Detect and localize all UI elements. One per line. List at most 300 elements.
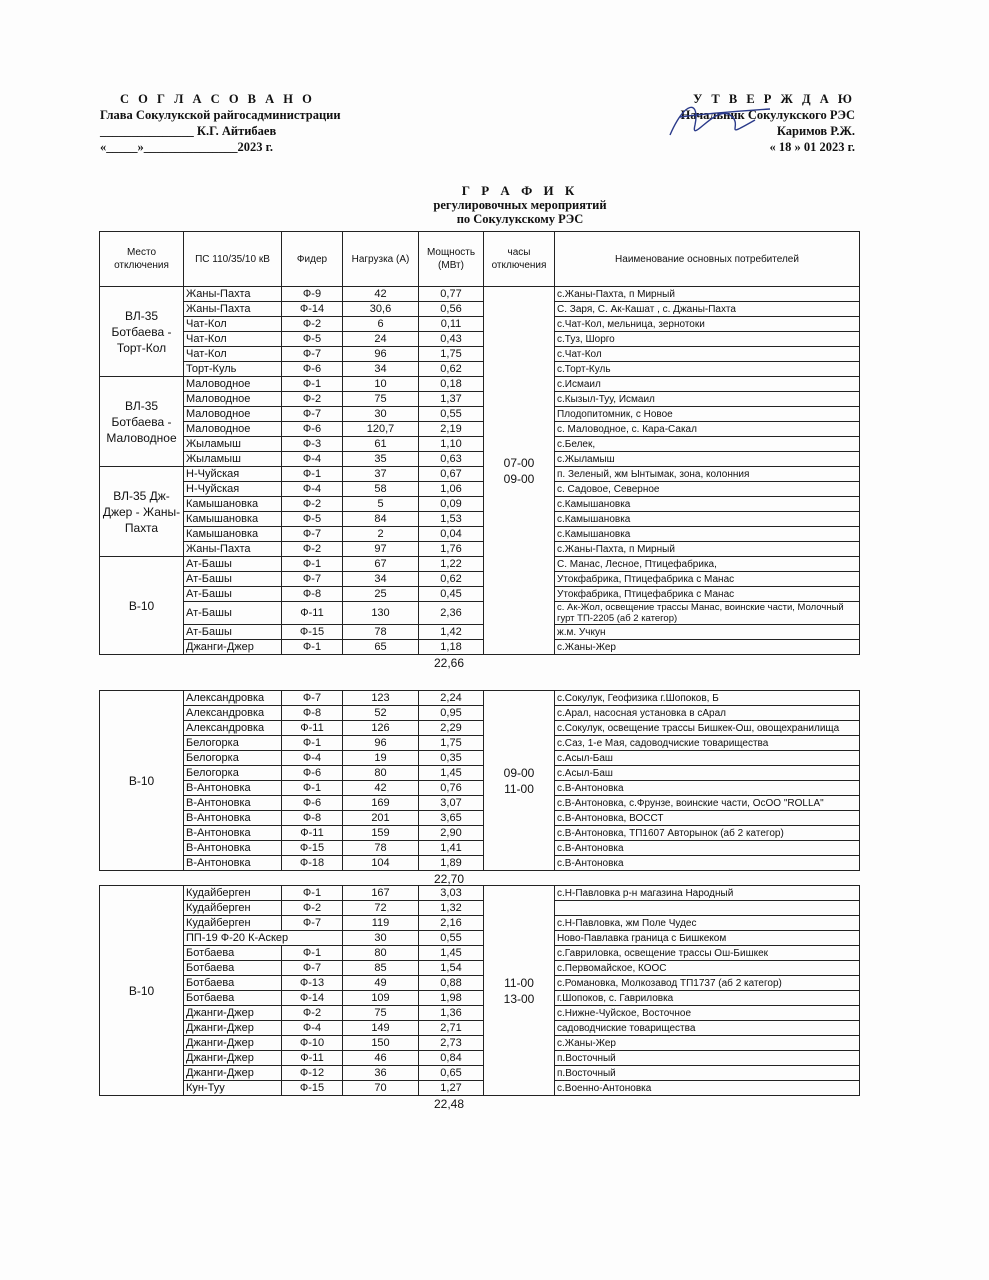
consumers-cell: с. Маловодное, с. Кара-Сакал (555, 422, 860, 437)
consumers-cell: Ново-Павлавка граница с Бишкеком (555, 931, 860, 946)
feeder-cell: Ф-1 (282, 467, 343, 482)
consumers-cell: садоводчиские товарищества (555, 1021, 860, 1036)
feeder-cell: Ф-8 (282, 811, 343, 826)
substation-cell: Ботбаева (184, 961, 282, 976)
power-cell: 1,18 (419, 640, 484, 655)
consumers-cell: п.Восточный (555, 1066, 860, 1081)
table-header-row (100, 232, 860, 287)
feeder-cell: Ф-1 (282, 946, 343, 961)
approval-right-heading: У Т В Е Р Ж Д А Ю (693, 92, 855, 106)
substation-cell: Чат-Кол (184, 317, 282, 332)
power-cell: 0,84 (419, 1051, 484, 1066)
table-row (100, 691, 860, 706)
substation-cell: Камышановка (184, 512, 282, 527)
power-cell: 0,55 (419, 931, 484, 946)
load-cell: 6 (343, 317, 419, 332)
consumers-cell: с. Ак-Жол, освещение трассы Манас, воинские части, Молочный гурт ТП-2205 (аб 2 категор) (555, 602, 860, 625)
consumers-cell: с.Сокулук, Геофизика г.Шопоков, Б (555, 691, 860, 706)
table-row (100, 1081, 860, 1096)
load-cell: 2 (343, 527, 419, 542)
table-row (100, 856, 860, 871)
table-row (100, 781, 860, 796)
column-header: Наименование основных потребителей (555, 232, 860, 287)
table-row (100, 557, 860, 572)
substation-cell: Джанги-Джер (184, 1021, 282, 1036)
hours-cell (484, 886, 555, 1096)
power-cell: 1,75 (419, 347, 484, 362)
feeder-cell: Ф-4 (282, 1021, 343, 1036)
consumers-cell: ж.м. Учкун (555, 625, 860, 640)
table-row (100, 736, 860, 751)
feeder-cell: Ф-2 (282, 392, 343, 407)
hours-line: 13-00 (503, 991, 535, 1006)
load-cell: 80 (343, 946, 419, 961)
consumers-cell: с.Камышановка (555, 527, 860, 542)
table-row (100, 437, 860, 452)
feeder-cell: Ф-4 (282, 452, 343, 467)
power-cell: 0,62 (419, 572, 484, 587)
power-cell: 0,88 (419, 976, 484, 991)
consumers-cell: с.Асыл-Баш (555, 766, 860, 781)
consumers-cell: С. Манас, Лесное, Птицефабрика, (555, 557, 860, 572)
load-cell: 109 (343, 991, 419, 1006)
approval-right-name: Каримов Р.Ж. (776, 124, 855, 138)
substation-cell: Ботбаева (184, 946, 282, 961)
consumers-cell: С. Заря, С. Ак-Кашат , с. Джаны-Пахта (555, 302, 860, 317)
approval-left-position: Глава Сокулукской райгосадминистрации (100, 108, 341, 122)
substation-cell: Жыламыш (184, 437, 282, 452)
load-cell: 30 (343, 407, 419, 422)
feeder-cell: Ф-1 (282, 736, 343, 751)
feeder-cell: Ф-15 (282, 1081, 343, 1096)
approval-left-name: _______________ К.Г. Айтибаев (100, 124, 277, 138)
substation-cell: В-Антоновка (184, 781, 282, 796)
substation-cell: Белогорка (184, 751, 282, 766)
feeder-cell: Ф-6 (282, 796, 343, 811)
feeder-cell: Ф-11 (282, 721, 343, 736)
feeder-cell: Ф-6 (282, 362, 343, 377)
hours-cell (484, 287, 555, 655)
table-row (100, 826, 860, 841)
consumers-cell: с.Н-Павловка, жм Поле Чудес (555, 916, 860, 931)
substation-cell: Александровка (184, 691, 282, 706)
substation-cell: Камышановка (184, 527, 282, 542)
substation-cell: Ботбаева (184, 976, 282, 991)
load-cell: 49 (343, 976, 419, 991)
power-cell: 1,45 (419, 766, 484, 781)
feeder-cell: Ф-2 (282, 317, 343, 332)
load-cell: 167 (343, 886, 419, 901)
consumers-cell: с.Исмаил (555, 377, 860, 392)
power-cell: 2,71 (419, 1021, 484, 1036)
substation-cell: Кун-Туу (184, 1081, 282, 1096)
power-cell: 1,22 (419, 557, 484, 572)
power-cell: 1,89 (419, 856, 484, 871)
power-cell: 1,42 (419, 625, 484, 640)
load-cell: 65 (343, 640, 419, 655)
power-cell: 0,95 (419, 706, 484, 721)
consumers-cell: с.Жаны-Пахта, п Мирный (555, 542, 860, 557)
document-title (330, 184, 710, 226)
table-row (100, 811, 860, 826)
feeder-cell: Ф-4 (282, 482, 343, 497)
table-row (100, 625, 860, 640)
table-row (100, 1036, 860, 1051)
load-cell: 159 (343, 826, 419, 841)
power-cell: 2,16 (419, 916, 484, 931)
consumers-cell: с.Чат-Кол, мельница, зернотоки (555, 317, 860, 332)
feeder-cell: Ф-7 (282, 916, 343, 931)
schedule-table (99, 885, 860, 1096)
consumers-cell: с.Камышановка (555, 497, 860, 512)
load-cell: 104 (343, 856, 419, 871)
power-cell: 1,76 (419, 542, 484, 557)
feeder-cell: Ф-7 (282, 572, 343, 587)
feeder-cell: Ф-8 (282, 587, 343, 602)
feeder-cell: Ф-1 (282, 377, 343, 392)
power-cell: 0,62 (419, 362, 484, 377)
load-cell: 10 (343, 377, 419, 392)
table-row (100, 706, 860, 721)
table-row (100, 467, 860, 482)
feeder-cell: Ф-10 (282, 1036, 343, 1051)
power-cell: 0,43 (419, 332, 484, 347)
power-cell: 1,45 (419, 946, 484, 961)
power-cell: 0,11 (419, 317, 484, 332)
feeder-cell: Ф-2 (282, 901, 343, 916)
load-cell: 36 (343, 1066, 419, 1081)
substation-cell: Чат-Кол (184, 347, 282, 362)
table-row (100, 976, 860, 991)
load-cell: 24 (343, 332, 419, 347)
consumers-cell: с.Кызыл-Туу, Исмаил (555, 392, 860, 407)
power-cell: 3,03 (419, 886, 484, 901)
block-total-power: 22,48 (433, 1097, 465, 1111)
substation-cell: Джанги-Джер (184, 1066, 282, 1081)
load-cell: 75 (343, 1006, 419, 1021)
substation-cell: Джанги-Джер (184, 1006, 282, 1021)
power-cell: 2,29 (419, 721, 484, 736)
load-cell: 35 (343, 452, 419, 467)
hours-line: 09-00 (503, 471, 535, 486)
substation-cell: В-Антоновка (184, 841, 282, 856)
table-row (100, 1051, 860, 1066)
table-row (100, 317, 860, 332)
power-cell: 0,56 (419, 302, 484, 317)
load-cell: 37 (343, 467, 419, 482)
consumers-cell: п. Зеленый, жм Ынтымак, зона, колонния (555, 467, 860, 482)
load-cell: 70 (343, 1081, 419, 1096)
table-row (100, 377, 860, 392)
consumers-cell: Утокфабрика, Птицефабрика с Манас (555, 572, 860, 587)
substation-cell: Маловодное (184, 422, 282, 437)
power-cell: 1,06 (419, 482, 484, 497)
table-row (100, 961, 860, 976)
load-cell: 84 (343, 512, 419, 527)
substation-cell: Жаны-Пахта (184, 302, 282, 317)
feeder-cell: Ф-14 (282, 302, 343, 317)
power-cell: 1,41 (419, 841, 484, 856)
feeder-cell: Ф-11 (282, 826, 343, 841)
load-cell: 96 (343, 347, 419, 362)
block-total-power: 22,70 (433, 872, 465, 886)
substation-cell: Ботбаева (184, 991, 282, 1006)
table-row (100, 452, 860, 467)
place-cell: ВЛ-35 Ботбаева - Торт-Кол (100, 287, 184, 377)
hours-line: 09-00 (503, 765, 535, 780)
hours-line: 11-00 (504, 975, 534, 990)
substation-cell: Н-Чуйская (184, 482, 282, 497)
consumers-cell: с.Жаны-Жер (555, 640, 860, 655)
power-cell: 0,77 (419, 287, 484, 302)
feeder-cell: Ф-15 (282, 625, 343, 640)
load-cell: 126 (343, 721, 419, 736)
table-row (100, 946, 860, 961)
power-cell: 1,53 (419, 512, 484, 527)
table-row (100, 392, 860, 407)
power-cell: 0,63 (419, 452, 484, 467)
table-row (100, 991, 860, 1006)
load-cell: 78 (343, 625, 419, 640)
table-row (100, 602, 860, 625)
power-cell: 0,09 (419, 497, 484, 512)
load-cell: 30 (343, 931, 419, 946)
load-cell: 46 (343, 1051, 419, 1066)
substation-cell: В-Антоновка (184, 826, 282, 841)
place-cell: В-10 (100, 886, 184, 1096)
table-row (100, 527, 860, 542)
consumers-cell: с.В-Антоновка, с.Фрунзе, воинские части, ОсОО "ROLLA" (555, 796, 860, 811)
consumers-cell: с.Первомайское, КООС (555, 961, 860, 976)
table-row (100, 640, 860, 655)
substation-cell: Камышановка (184, 497, 282, 512)
feeder-cell: Ф-6 (282, 766, 343, 781)
table-row (100, 766, 860, 781)
consumers-cell: Утокфабрика, Птицефабрика с Манас (555, 587, 860, 602)
feeder-cell: Ф-13 (282, 976, 343, 991)
consumers-cell: с.В-Антоновка (555, 781, 860, 796)
substation-cell: Александровка (184, 706, 282, 721)
load-cell: 85 (343, 961, 419, 976)
approval-left-heading: С О Г Л А С О В А Н О (120, 92, 315, 106)
place-cell: В-10 (100, 557, 184, 655)
substation-cell: В-Антоновка (184, 796, 282, 811)
feeder-cell: Ф-18 (282, 856, 343, 871)
substation-cell: ПП-19 Ф-20 К-Аскер (184, 931, 343, 946)
feeder-cell: Ф-7 (282, 691, 343, 706)
load-cell: 119 (343, 916, 419, 931)
substation-cell: Жаны-Пахта (184, 287, 282, 302)
feeder-cell: Ф-14 (282, 991, 343, 1006)
table-row (100, 422, 860, 437)
substation-cell: Н-Чуйская (184, 467, 282, 482)
substation-cell: Джанги-Джер (184, 1051, 282, 1066)
column-header: Фидер (282, 232, 343, 287)
table-row (100, 587, 860, 602)
power-cell: 0,35 (419, 751, 484, 766)
table-row (100, 362, 860, 377)
substation-cell: Джанги-Джер (184, 640, 282, 655)
power-cell: 0,04 (419, 527, 484, 542)
load-cell: 201 (343, 811, 419, 826)
consumers-cell: с.Военно-Антоновка (555, 1081, 860, 1096)
power-cell: 2,19 (419, 422, 484, 437)
power-cell: 0,67 (419, 467, 484, 482)
consumers-cell: с.Туз, Шорго (555, 332, 860, 347)
title-main: Г Р А Ф И К (461, 183, 579, 198)
consumers-cell (555, 901, 860, 916)
load-cell: 42 (343, 287, 419, 302)
power-cell: 0,76 (419, 781, 484, 796)
substation-cell: Чат-Кол (184, 332, 282, 347)
consumers-cell: с.Жаны-Жер (555, 1036, 860, 1051)
power-cell: 3,07 (419, 796, 484, 811)
table-row (100, 886, 860, 901)
block-total-power: 22,66 (433, 656, 465, 670)
table-row (100, 302, 860, 317)
table-row (100, 512, 860, 527)
consumers-cell: с.Жаны-Пахта, п Мирный (555, 287, 860, 302)
feeder-cell: Ф-7 (282, 961, 343, 976)
power-cell: 2,90 (419, 826, 484, 841)
substation-cell: Александровка (184, 721, 282, 736)
substation-cell: Маловодное (184, 392, 282, 407)
power-cell: 3,65 (419, 811, 484, 826)
power-cell: 2,73 (419, 1036, 484, 1051)
consumers-cell: с.Камышановка (555, 512, 860, 527)
substation-cell: Белогорка (184, 736, 282, 751)
load-cell: 80 (343, 766, 419, 781)
table-row (100, 332, 860, 347)
feeder-cell: Ф-1 (282, 886, 343, 901)
table-row (100, 841, 860, 856)
consumers-cell: с.В-Антоновка, ТП1607 Авторынок (аб 2 категор) (555, 826, 860, 841)
power-cell: 1,36 (419, 1006, 484, 1021)
consumers-cell: с.В-Антоновка (555, 856, 860, 871)
substation-cell: Ат-Башы (184, 587, 282, 602)
table-row (100, 542, 860, 557)
substation-cell: Ат-Башы (184, 572, 282, 587)
feeder-cell: Ф-12 (282, 1066, 343, 1081)
table-row (100, 901, 860, 916)
table-row (100, 721, 860, 736)
table-row (100, 751, 860, 766)
approval-left-date: «_____»_______________2023 г. (100, 140, 274, 154)
load-cell: 19 (343, 751, 419, 766)
feeder-cell: Ф-2 (282, 542, 343, 557)
load-cell: 58 (343, 482, 419, 497)
feeder-cell: Ф-7 (282, 407, 343, 422)
substation-cell: Джанги-Джер (184, 1036, 282, 1051)
substation-cell: Ат-Башы (184, 557, 282, 572)
approval-right-position: Начальник Сокулукского РЭС (680, 108, 855, 122)
load-cell: 5 (343, 497, 419, 512)
feeder-cell: Ф-11 (282, 602, 343, 625)
consumers-cell: с.В-Антоновка, ВОССТ (555, 811, 860, 826)
load-cell: 75 (343, 392, 419, 407)
load-cell: 34 (343, 572, 419, 587)
power-cell: 0,55 (419, 407, 484, 422)
column-header: Мощность (МВт) (419, 232, 484, 287)
consumers-cell: с.Гавриловка, освещение трассы Ош-Бишкек (555, 946, 860, 961)
substation-cell: Ат-Башы (184, 625, 282, 640)
power-cell: 1,98 (419, 991, 484, 1006)
consumers-cell: г.Шопоков, с. Гавриловка (555, 991, 860, 1006)
signature-image (660, 95, 780, 155)
table-row (100, 497, 860, 512)
consumers-cell: с.Торт-Куль (555, 362, 860, 377)
schedule-table (99, 690, 860, 871)
table-row (100, 572, 860, 587)
feeder-cell: Ф-8 (282, 706, 343, 721)
power-cell: 2,24 (419, 691, 484, 706)
consumers-cell: Плодопитомник, с Новое (555, 407, 860, 422)
consumers-cell: с.Саз, 1-е Мая, садоводчиские товарищества (555, 736, 860, 751)
power-cell: 1,32 (419, 901, 484, 916)
load-cell: 67 (343, 557, 419, 572)
table-row (100, 287, 860, 302)
power-cell: 0,18 (419, 377, 484, 392)
load-cell: 42 (343, 781, 419, 796)
consumers-cell: с.Чат-Кол (555, 347, 860, 362)
load-cell: 78 (343, 841, 419, 856)
load-cell: 120,7 (343, 422, 419, 437)
approval-left (100, 91, 341, 155)
feeder-cell: Ф-11 (282, 1051, 343, 1066)
consumers-cell: с.Жыламыш (555, 452, 860, 467)
feeder-cell: Ф-2 (282, 1006, 343, 1021)
load-cell: 52 (343, 706, 419, 721)
table-row (100, 347, 860, 362)
hours-cell (484, 691, 555, 871)
place-cell: В-10 (100, 691, 184, 871)
column-header: Нагрузка (А) (343, 232, 419, 287)
table-row (100, 407, 860, 422)
substation-cell: Маловодное (184, 377, 282, 392)
consumers-cell: с.Белек, (555, 437, 860, 452)
feeder-cell: Ф-4 (282, 751, 343, 766)
column-header: ПС 110/35/10 кВ (184, 232, 282, 287)
feeder-cell: Ф-15 (282, 841, 343, 856)
load-cell: 34 (343, 362, 419, 377)
title-line2: регулировочных мероприятий (433, 198, 607, 212)
substation-cell: Кудайберген (184, 901, 282, 916)
consumers-cell: с.Арал, насосная установка в сАрал (555, 706, 860, 721)
load-cell: 130 (343, 602, 419, 625)
place-cell: ВЛ-35 Ботбаева - Маловодное (100, 377, 184, 467)
load-cell: 30,6 (343, 302, 419, 317)
substation-cell: Торт-Куль (184, 362, 282, 377)
substation-cell: Кудайберген (184, 886, 282, 901)
table-row (100, 1006, 860, 1021)
feeder-cell: Ф-2 (282, 497, 343, 512)
power-cell: 1,75 (419, 736, 484, 751)
feeder-cell: Ф-7 (282, 347, 343, 362)
load-cell: 72 (343, 901, 419, 916)
column-header: Место отключения (100, 232, 184, 287)
consumers-cell: с.Н-Павловка р-н магазина Народный (555, 886, 860, 901)
power-cell: 0,45 (419, 587, 484, 602)
table-row (100, 931, 860, 946)
feeder-cell: Ф-1 (282, 640, 343, 655)
consumers-cell: с.Сокулук, освещение трассы Бишкек-Ош, овощехранилища (555, 721, 860, 736)
hours-line: 07-00 (503, 455, 535, 470)
feeder-cell: Ф-3 (282, 437, 343, 452)
table-row (100, 1066, 860, 1081)
substation-cell: В-Антоновка (184, 856, 282, 871)
substation-cell: Кудайберген (184, 916, 282, 931)
feeder-cell: Ф-7 (282, 527, 343, 542)
